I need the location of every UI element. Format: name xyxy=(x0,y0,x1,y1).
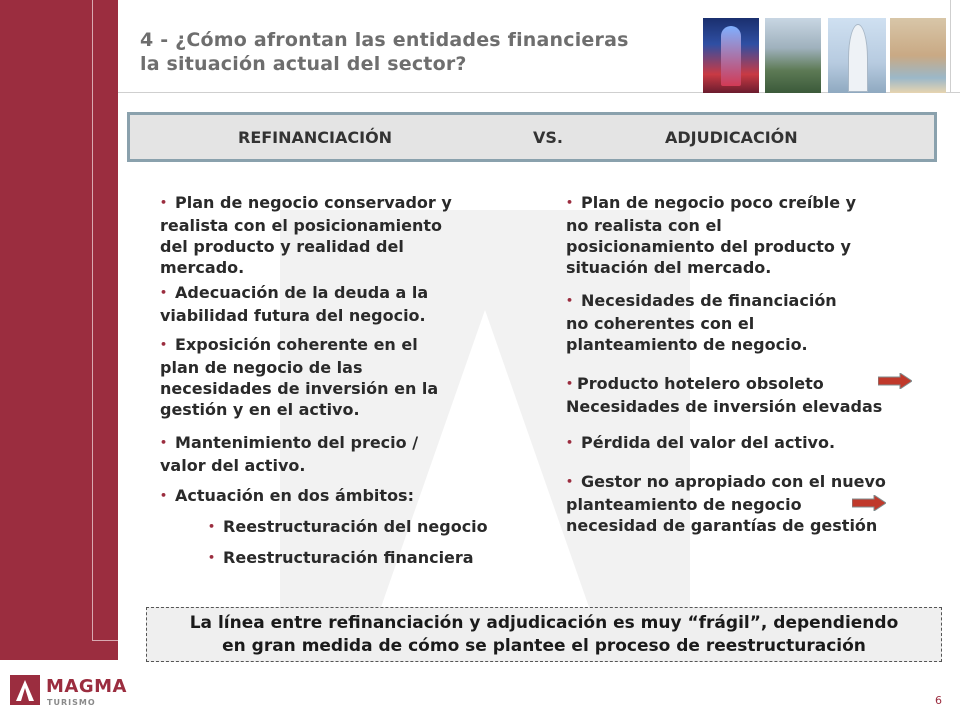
list-item: • Mantenimiento del precio / valor del activo. xyxy=(160,433,419,475)
sail-hotel-photo xyxy=(828,18,886,93)
conclusion-line-2: en gran medida de cómo se plantee el proceso de reestructuración xyxy=(222,636,866,656)
bullet-icon: • xyxy=(160,436,168,449)
header-frame-edge xyxy=(950,0,951,92)
list-item: • Gestor no apropiado con el nuevo planteamiento de negocio necesidad de garantías de gestión xyxy=(566,472,886,535)
page-number: 6 xyxy=(935,694,942,707)
bullet-icon: • xyxy=(160,338,168,351)
list-item: • Adecuación de la deuda a la viabilidad futura del negocio. xyxy=(160,283,429,325)
bullet-icon: • xyxy=(208,551,216,564)
list-item: • Necesidades de financiación no coherentes con el planteamiento de negocio. xyxy=(566,291,837,354)
magma-logo xyxy=(10,675,130,711)
list-item: • Exposición coherente en el plan de negocio de las necesidades de inversión en la gestión y en el activo. xyxy=(160,335,439,419)
logo-mark-icon xyxy=(10,675,40,705)
slide-title xyxy=(140,28,700,76)
bullet-icon: • xyxy=(566,196,574,209)
sub-list-item: • Reestructuración del negocio xyxy=(208,517,488,536)
tower-photo xyxy=(703,18,759,93)
title-line-2: la situación actual del sector? xyxy=(140,53,467,75)
list-item: • Pérdida del valor del activo. xyxy=(566,433,836,452)
refinanciacion-heading: REFINANCIACIÓN xyxy=(238,128,393,147)
comparison-header xyxy=(127,112,937,162)
vs-label: VS. xyxy=(533,128,563,147)
list-item: • Actuación en dos ámbitos: xyxy=(160,486,414,505)
bullet-icon: • xyxy=(566,294,574,307)
arrow-right-icon xyxy=(852,495,886,511)
bullet-icon: • xyxy=(160,489,168,502)
bullet-icon: • xyxy=(566,475,574,488)
bullet-icon: • xyxy=(160,196,168,209)
bullet-icon: • xyxy=(566,377,574,390)
conclusion-box xyxy=(146,607,942,662)
list-item: • Producto hotelero obsoleto Necesidades de inversión elevadas xyxy=(566,374,883,416)
bullet-icon: • xyxy=(208,520,216,533)
sub-list-item: • Reestructuración financiera xyxy=(208,548,474,567)
list-item: • Plan de negocio poco creíble y no realista con el posicionamiento del producto y situación del mercado. xyxy=(566,193,857,277)
sidebar-corner-line xyxy=(92,640,118,641)
adjudicacion-heading: ADJUDICACIÓN xyxy=(665,128,798,147)
arrow-right-icon xyxy=(878,373,912,389)
resort-photo xyxy=(890,18,946,93)
conclusion-line-1: La línea entre refinanciación y adjudicación es muy “frágil”, dependiendo xyxy=(189,613,899,633)
logo-subtitle: TURISMO xyxy=(47,698,96,707)
left-sidebar xyxy=(0,0,118,660)
list-item: • Plan de negocio conservador y realista con el posicionamiento del producto y realidad del mercado. xyxy=(160,193,452,277)
title-line-1: 4 - ¿Cómo afrontan las entidades financieras xyxy=(140,29,629,51)
bullet-icon: • xyxy=(160,286,168,299)
sidebar-divider xyxy=(92,0,93,640)
coast-photo xyxy=(765,18,821,93)
bullet-icon: • xyxy=(566,436,574,449)
logo-name: MAGMA xyxy=(46,676,127,697)
